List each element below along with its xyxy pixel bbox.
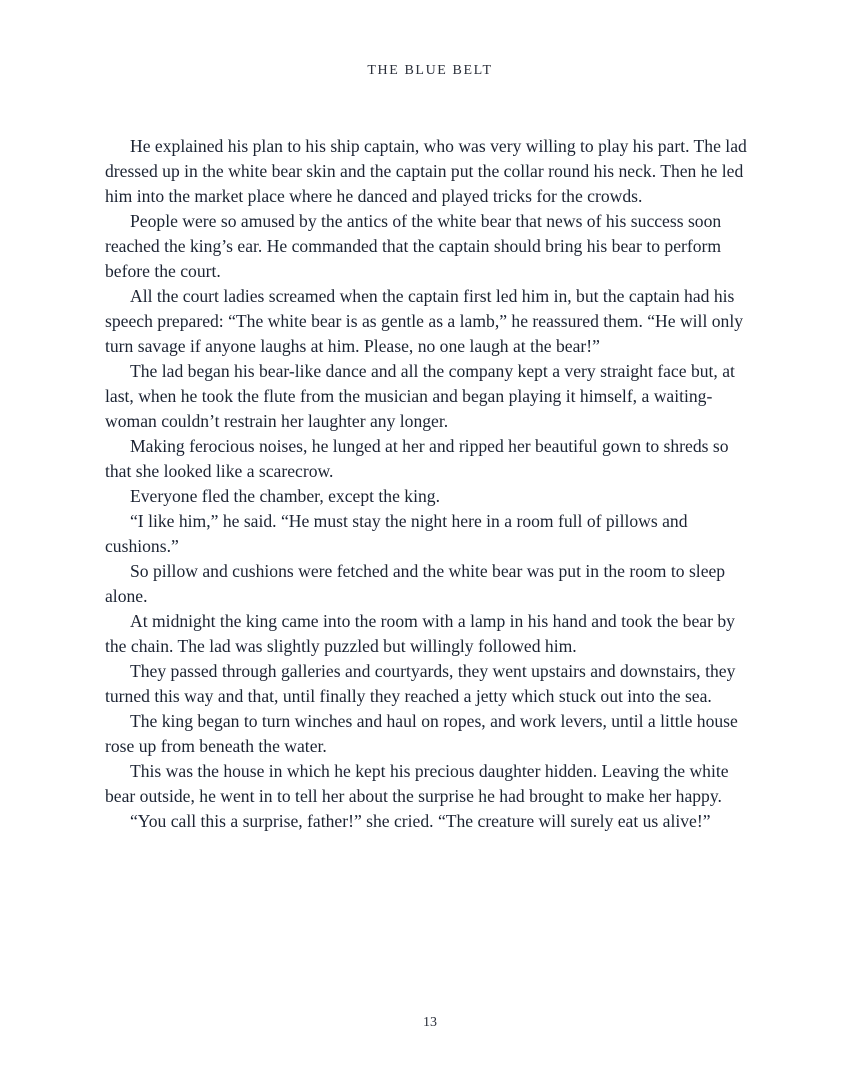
paragraph: “I like him,” he said. “He must stay the night here in a room full of pillows and cushions.” (105, 511, 688, 556)
paragraph: The king began to turn winches and haul on ropes, and work levers, until a little house rose up from beneath the water. (105, 711, 738, 756)
paragraph: So pillow and cushions were fetched and the white bear was put in the room to sleep alone. (105, 561, 726, 606)
story-text (105, 134, 757, 834)
paragraph: “You call this a surprise, father!” she cried. “The creature will surely eat us alive!” (130, 811, 711, 831)
paragraph: The lad began his bear-like dance and all the company kept a very straight face but, at last, when he took the flute from the musician and began playing it himself, a waiting-woman couldn’t restrain her laughter any longer. (105, 361, 735, 431)
paragraph: At midnight the king came into the room with a lamp in his hand and took the bear by the chain. The lad was slightly puzzled but willingly followed him. (105, 611, 735, 656)
paragraph: Making ferocious noises, he lunged at her and ripped her beautiful gown to shreds so that she looked like a scarecrow. (105, 436, 729, 481)
paragraph: They passed through galleries and courtyards, they went upstairs and downstairs, they turned this way and that, until finally they reached a jetty which stuck out into the sea. (105, 661, 736, 706)
paragraph: He explained his plan to his ship captain, who was very willing to play his part. The lad dressed up in the white bear skin and the captain put the collar round his neck. Then he led him into the market place where he danced and played tricks for the crowds. (105, 136, 747, 206)
running-head: THE BLUE BELT (367, 63, 493, 78)
paragraph: All the court ladies screamed when the captain first led him in, but the captain had his speech prepared: “The white bear is as gentle as a lamb,” he reassured them. “He will only turn savage if anyone laughs at him. Please, no one laugh at the bear!” (105, 286, 744, 356)
paragraph: This was the house in which he kept his precious daughter hidden. Leaving the white bear outside, he went in to tell her about the surprise he had brought to make her happy. (105, 761, 729, 806)
page-number: 13 (423, 1015, 437, 1030)
paragraph: People were so amused by the antics of the white bear that news of his success soon reached the king’s ear. He commanded that the captain should bring his bear to perform before the court. (105, 211, 722, 281)
paragraph: Everyone fled the chamber, except the king. (130, 486, 440, 506)
